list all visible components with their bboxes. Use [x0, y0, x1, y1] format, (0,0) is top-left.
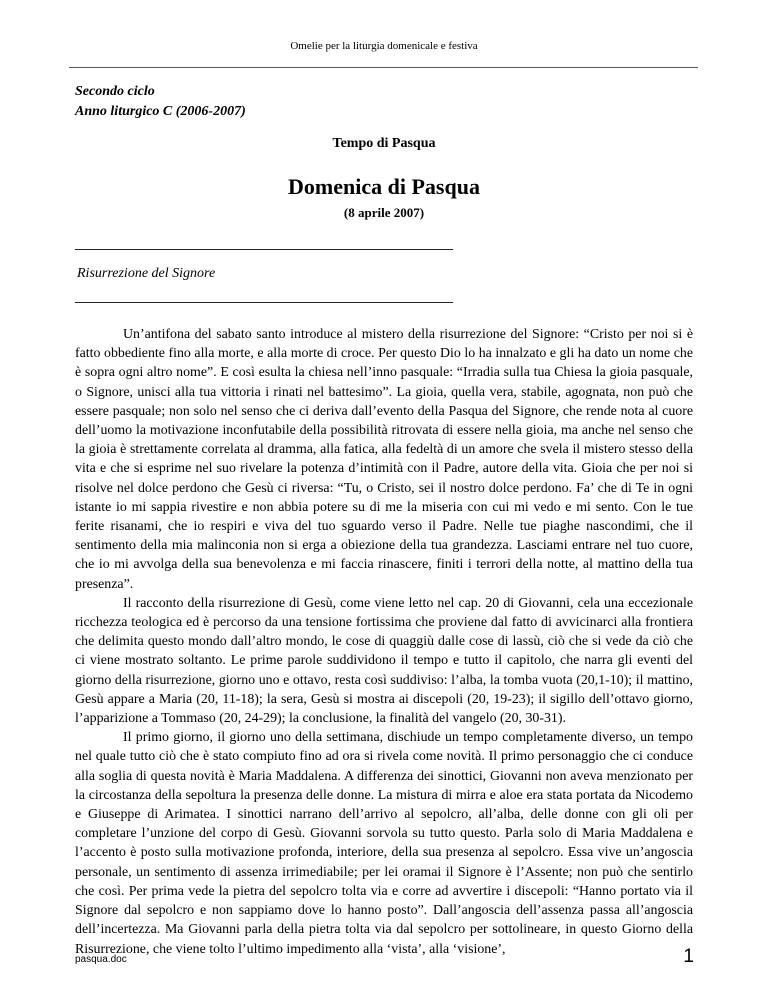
- page-title: Domenica di Pasqua: [288, 174, 480, 199]
- page-number: 1: [683, 946, 694, 967]
- subtitle: Risurrezione del Signore: [77, 266, 216, 281]
- paragraph: Il primo giorno, il giorno uno della settimana, dischiude un tempo completamente diverso, un tempo nel quale tutto ciò che è stato compiuto fino ad ora si rivela come novità. Il primo personaggio che ci conduce alla soglia di questa novità è Maria Maddalena. A differenza dei sinottici, Giovanni non aveva menzionato per la circostanza della sepoltura la presenza delle donne. La mistura di mirra e aloe era stata portata da Nicodemo e Giuseppe di Arimatea. I sinottici narrano dell’arrivo al sepolcro, all’alba, delle donne con gli oli per completare l’unzione del corpo di Gesù. Giovanni sorvola su tutto questo. Parla solo di Maria Maddalena e l’accento è posto sulla motivazione profonda, interiore, della sua presenza al sepolcro. Essa vive un’angoscia personale, un sentimento di assenza irrimediabile; per lei oramai il Signore è l’Assente; non può che sentirlo che così. Per prima vede la pietra del sepolcro tolta via e corre ad avvertire i discepoli: “Hanno portato via il Signore dal sepolcro e non sappiamo dove lo hanno posto”. Dall’angoscia dell’assenza passa all’angoscia dell’incertezza. Ma Giovanni parla della pietra tolta via dal sepolcro per sottolineare, in questo Giorno della Risurrezione, che viene tolto l’ultimo impedimento alla ‘vista’, alla ‘visione’,: [75, 730, 693, 957]
- divider-bottom: [75, 302, 453, 303]
- footer-filename: pasqua.doc: [75, 954, 127, 965]
- divider-top: [75, 249, 453, 250]
- body-text: [75, 325, 693, 957]
- cycle-info: [75, 82, 675, 122]
- cycle-line: Secondo ciclo: [75, 84, 155, 99]
- header-rule: [69, 67, 698, 68]
- date-line: (8 aprile 2007): [343, 205, 425, 220]
- liturgical-year-line: Anno liturgico C (2006-2007): [75, 104, 246, 119]
- paragraph: Un’antifona del sabato santo introduce al mistero della risurrezione del Signore: “Cristo per noi si è fatto obbediente fino alla morte, e alla morte di croce. Per questo Dio lo ha innalzato e gli ha dato un nome che è sopra ogni altro nome”. E così esulta la chiesa nell’inno pasquale: “Irradia sulla tua Chiesa la gioia pasquale, o Signore, unisci alla tua vittoria i rinati nel battesimo”. La gioia, quella vera, stabile, agognata, non può che essere pasquale; non solo nel senso che ci deriva dall’evento della Pasqua del Signore, che rende nota al cuore dell’uomo la motivazione inconfutabile della possibilità ritrovata di essere nella gioia, ma anche nel senso che la gioia è strettamente correlata al dramma, alla fatica, alla fedeltà di un amore che svela il mistero stesso della vita e che si esprime nel suo rivelare la potenza d’intimità con il Padre, autore della vita. Gioia che per noi si risolve nel dolce perdono che Gesù ci riversa: “Tu, o Cristo, sei il nostro dolce perdono. Fa’ che di Te in ogni istante io mi sappia rivestire e non abbia potere su di me la miseria con cui mi vedo e mi sento. Con le tue ferite risanami, che io respiri e viva del tuo sguardo verso il Padre. Nelle tue piaghe nascondimi, che il sentimento della mia malinconia non si erga a obiezione della tua grandezza. Lasciami entrare nel tuo cuore, che io mi avvolga della sua benevolenza e mi faccia rinascere, finiti i terrori della notte, al mattino della tua presenza”.: [75, 327, 693, 592]
- running-header: Omelie per la liturgia domenicale e festiva: [290, 40, 478, 52]
- season-heading: Tempo di Pasqua: [332, 136, 436, 151]
- paragraph: Il racconto della risurrezione di Gesù, come viene letto nel cap. 20 di Giovanni, cela una eccezionale ricchezza teologica ed è percorso da una tensione fortissima che proviene dal fatto di avvicinarci alla frontiera che delimita questo mondo dall’altro mondo, le cose di quaggiù dalle cose di lassù, ciò che si vede da ciò che ci viene mostrato soltanto. Le prime parole suddividono il tempo e tutto il capitolo, che narra gli eventi del giorno della risurrezione, giorno uno e ottavo, resta così suddiviso: l’alba, la tomba vuota (20,1-10); il mattino, Gesù appare a Maria (20, 11-18); la sera, Gesù si mostra ai discepoli (20, 19-23); il sigillo dell’ottavo giorno, l’apparizione a Tommaso (20, 24-29); la conclusione, la finalità del vangelo (20, 30-31).: [75, 595, 693, 727]
